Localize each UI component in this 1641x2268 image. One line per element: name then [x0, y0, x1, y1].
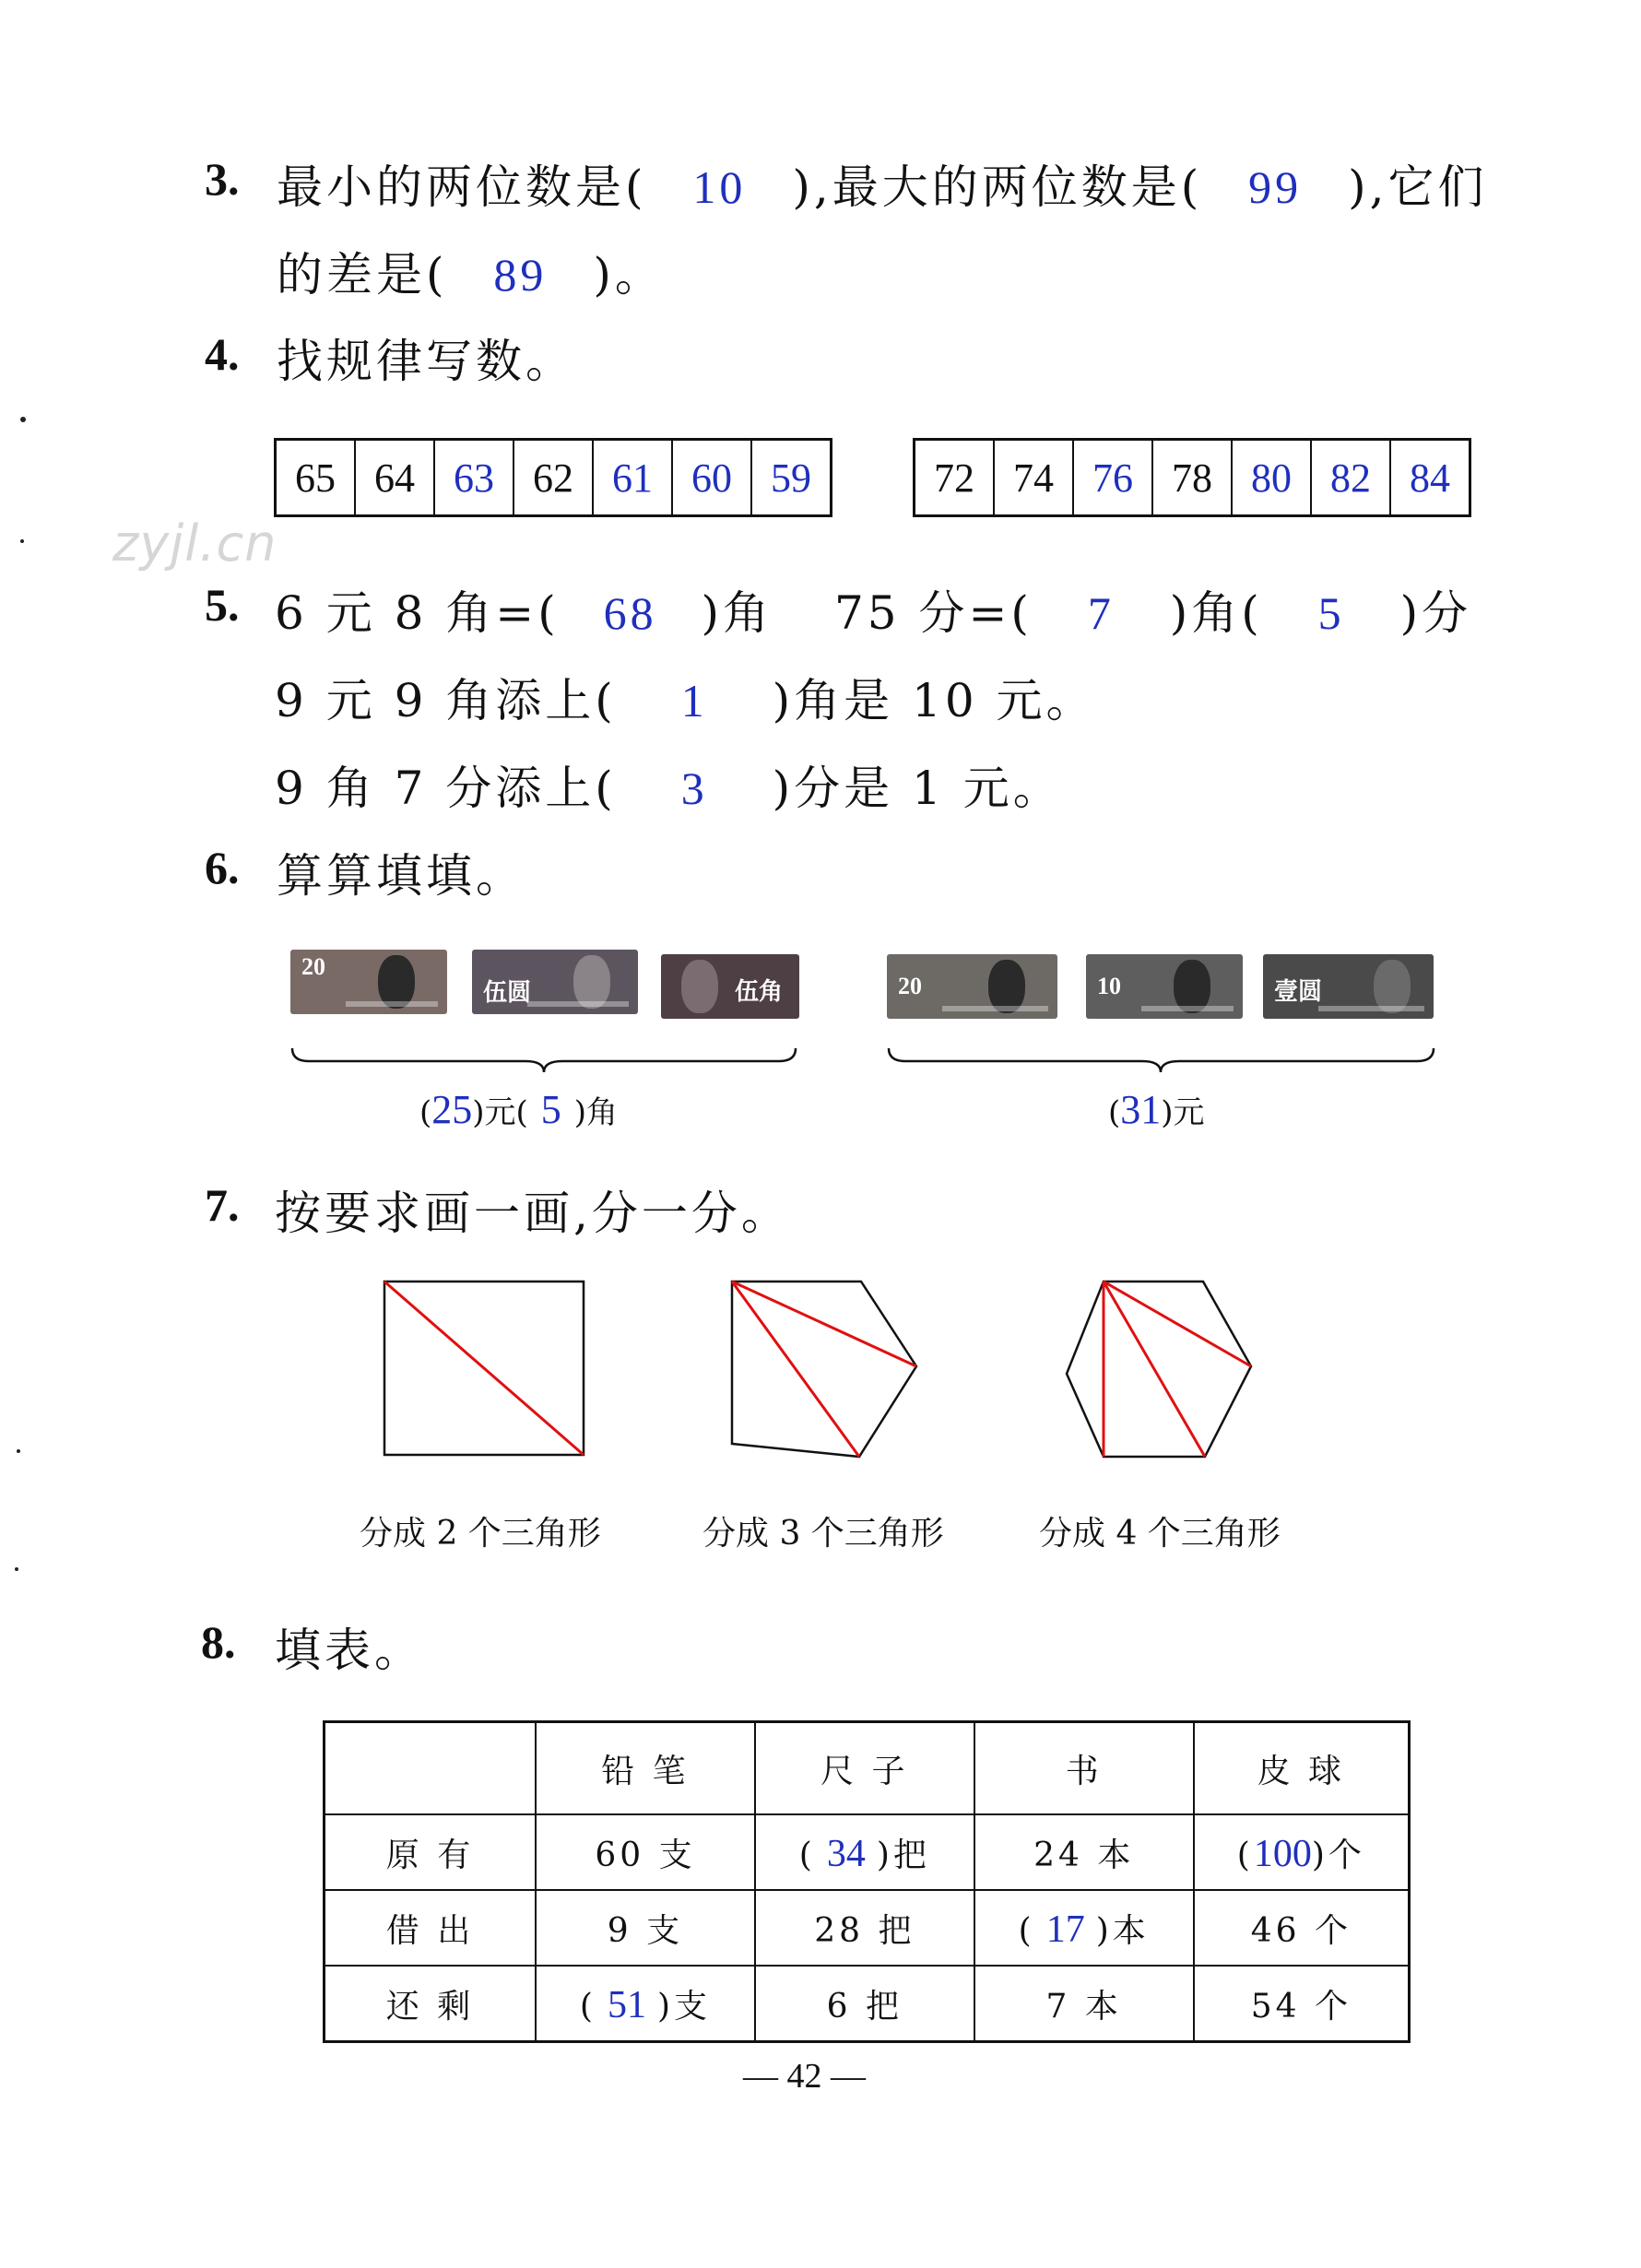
- q5-text: )角是 10 元。: [772, 674, 1096, 727]
- q3-line-2: [277, 238, 665, 304]
- table-header-cell: 书: [974, 1722, 1194, 1815]
- inventory-table: [323, 1720, 1411, 2043]
- table-answer: 51: [607, 1983, 646, 2026]
- shape-caption-2: 分成 2 个三角形: [360, 1515, 601, 1553]
- page-number: — 42 —: [743, 2057, 866, 2096]
- sequence-answer-cell: 80: [1233, 441, 1312, 514]
- q7-number: 7.: [205, 1179, 240, 1231]
- q3-line-1: [277, 150, 1487, 217]
- q3-number: 3.: [205, 153, 240, 205]
- sequence-cell: 72: [915, 441, 995, 514]
- table-cell: 6 把: [755, 1966, 974, 2042]
- table-cell: ( 17 )本: [974, 1890, 1194, 1966]
- scan-speck: [20, 417, 26, 422]
- banknote-label: 20: [898, 973, 922, 999]
- shape-caption-3: 分成 3 个三角形: [702, 1515, 944, 1553]
- sequence-answer-cell: 84: [1410, 455, 1450, 501]
- table-answer: 17: [1045, 1908, 1085, 1951]
- portrait-image: [681, 960, 718, 1013]
- shape-pentagon-divided: [719, 1272, 940, 1466]
- sequence-box-increasing: [913, 438, 1471, 517]
- q3-text: ),它们: [1348, 160, 1488, 214]
- q5-number: 5.: [205, 579, 240, 631]
- q6-title: 算算填填。: [277, 849, 525, 903]
- banknote-label: 20: [301, 953, 325, 980]
- banknote-label: 伍角: [735, 978, 784, 1005]
- q3-answer-difference: 89: [493, 249, 548, 301]
- banknote-label: 壹圆: [1274, 978, 1323, 1005]
- caption-text: )元: [1161, 1094, 1205, 1131]
- table-cell: ( 51 )支: [536, 1966, 755, 2042]
- q5-line-1a: [275, 576, 773, 643]
- q3-answer-smallest: 10: [692, 161, 747, 213]
- q5-answer: 5: [1317, 587, 1345, 639]
- q5-line-3: [275, 751, 1063, 818]
- q5-text: 6 元 8 角=(: [275, 586, 560, 640]
- q5-answer: 1: [680, 675, 708, 726]
- scan-speck: [17, 1449, 20, 1453]
- q5-text: )角: [701, 586, 773, 640]
- q5-text: 9 元 9 角添上(: [275, 674, 617, 727]
- q8-number: 8.: [201, 1616, 236, 1668]
- sequence-box-decreasing: [274, 438, 832, 517]
- table-row: [325, 1814, 1410, 1890]
- banknote-label: 伍圆: [483, 979, 532, 1006]
- money-caption-1: [419, 1086, 618, 1133]
- sequence-answer-cell: 76: [1074, 441, 1153, 514]
- sequence-cell: 64: [356, 441, 435, 514]
- table-cell: 24 本: [974, 1814, 1194, 1890]
- banknote-20-yuan: [290, 950, 447, 1014]
- q3-text: ),最大的两位数是(: [792, 160, 1203, 214]
- money-caption-2: [1108, 1086, 1205, 1133]
- q5-text: 9 角 7 分添上(: [275, 762, 617, 815]
- q5-text: 75 分=(: [834, 586, 1033, 640]
- q5-answer: 7: [1087, 587, 1115, 639]
- sequence-cell: 74: [995, 441, 1074, 514]
- q3-text: 最小的两位数是(: [277, 160, 647, 214]
- q3-answer-largest: 99: [1248, 161, 1303, 213]
- caption-text: )角: [573, 1094, 619, 1131]
- sequence-cell: 78: [1153, 441, 1233, 514]
- q6-number: 6.: [205, 842, 240, 893]
- shape-rectangle-divided: [373, 1272, 595, 1466]
- caption-answer-jiao: 5: [540, 1087, 561, 1132]
- caption-text: (: [419, 1094, 432, 1131]
- q5-text: )角(: [1169, 586, 1263, 640]
- row-label: 还 剩: [325, 1966, 537, 2042]
- table-row: [325, 1890, 1410, 1966]
- scan-speck: [15, 1567, 18, 1571]
- sequence-answer-cell: 60: [673, 441, 752, 514]
- q5-answer: 3: [680, 762, 708, 814]
- sequence-answer-cell: 59: [771, 455, 811, 501]
- caption-answer-yuan: 25: [431, 1087, 473, 1132]
- caption-text: )元(: [472, 1094, 528, 1131]
- brace-group-2: [887, 1046, 1435, 1074]
- q4-title: 找规律写数。: [277, 335, 575, 388]
- table-cell: 46 个: [1194, 1890, 1410, 1966]
- row-label: 原 有: [325, 1814, 537, 1890]
- banknote-5-yuan: [472, 950, 638, 1014]
- q5-line-1b: [834, 576, 1471, 643]
- q5-line-2: [275, 664, 1096, 730]
- q3-text: 的差是(: [277, 248, 448, 301]
- row-label: 借 出: [325, 1890, 537, 1966]
- sequence-answer-cell: 82: [1312, 441, 1391, 514]
- banknote-5-jiao: [661, 954, 799, 1019]
- sequence-cell: 62: [514, 441, 594, 514]
- table-answer: 34: [826, 1832, 866, 1875]
- table-cell: ( 34 )把: [755, 1814, 974, 1890]
- sequence-cell: 65: [277, 441, 356, 514]
- table-cell: 60 支: [536, 1814, 755, 1890]
- q8-title: 填表。: [275, 1624, 424, 1677]
- sequence-answer-cell: 63: [435, 441, 514, 514]
- q5-text: )分是 1 元。: [772, 762, 1063, 815]
- q4-number: 4.: [205, 328, 240, 380]
- sequence-answer-cell: 61: [594, 441, 673, 514]
- table-cell: 7 本: [974, 1966, 1194, 2042]
- q5-text: )分: [1399, 586, 1472, 640]
- scan-speck: [20, 539, 24, 543]
- brace-group-1: [290, 1046, 797, 1074]
- caption-answer-yuan: 31: [1120, 1087, 1162, 1132]
- watermark: zyjl.cn: [112, 514, 277, 573]
- shape-hexagon-divided: [1056, 1272, 1277, 1466]
- q3-text: )。: [593, 248, 665, 301]
- q7-title: 按要求画一画,分一分。: [275, 1187, 791, 1240]
- shape-caption-4: 分成 4 个三角形: [1039, 1515, 1281, 1553]
- banknote-10-yuan: [1086, 954, 1243, 1019]
- table-header-cell: 皮 球: [1194, 1722, 1410, 1815]
- table-header-cell: 铅 笔: [536, 1722, 755, 1815]
- table-cell: 9 支: [536, 1890, 755, 1966]
- table-header-cell: 尺 子: [755, 1722, 974, 1815]
- table-answer: 100: [1253, 1832, 1312, 1875]
- caption-text: (: [1108, 1094, 1121, 1131]
- table-row: [325, 1966, 1410, 2042]
- table-cell: (100)个: [1194, 1814, 1410, 1890]
- banknote-label: 10: [1097, 973, 1121, 999]
- banknote-1-yuan: [1263, 954, 1434, 1019]
- table-cell: 28 把: [755, 1890, 974, 1966]
- q5-answer: 68: [603, 587, 657, 639]
- table-header-row: [325, 1722, 1410, 1815]
- table-header-cell: [325, 1722, 537, 1815]
- banknote-20-yuan: [887, 954, 1057, 1019]
- table-cell: 54 个: [1194, 1966, 1410, 2042]
